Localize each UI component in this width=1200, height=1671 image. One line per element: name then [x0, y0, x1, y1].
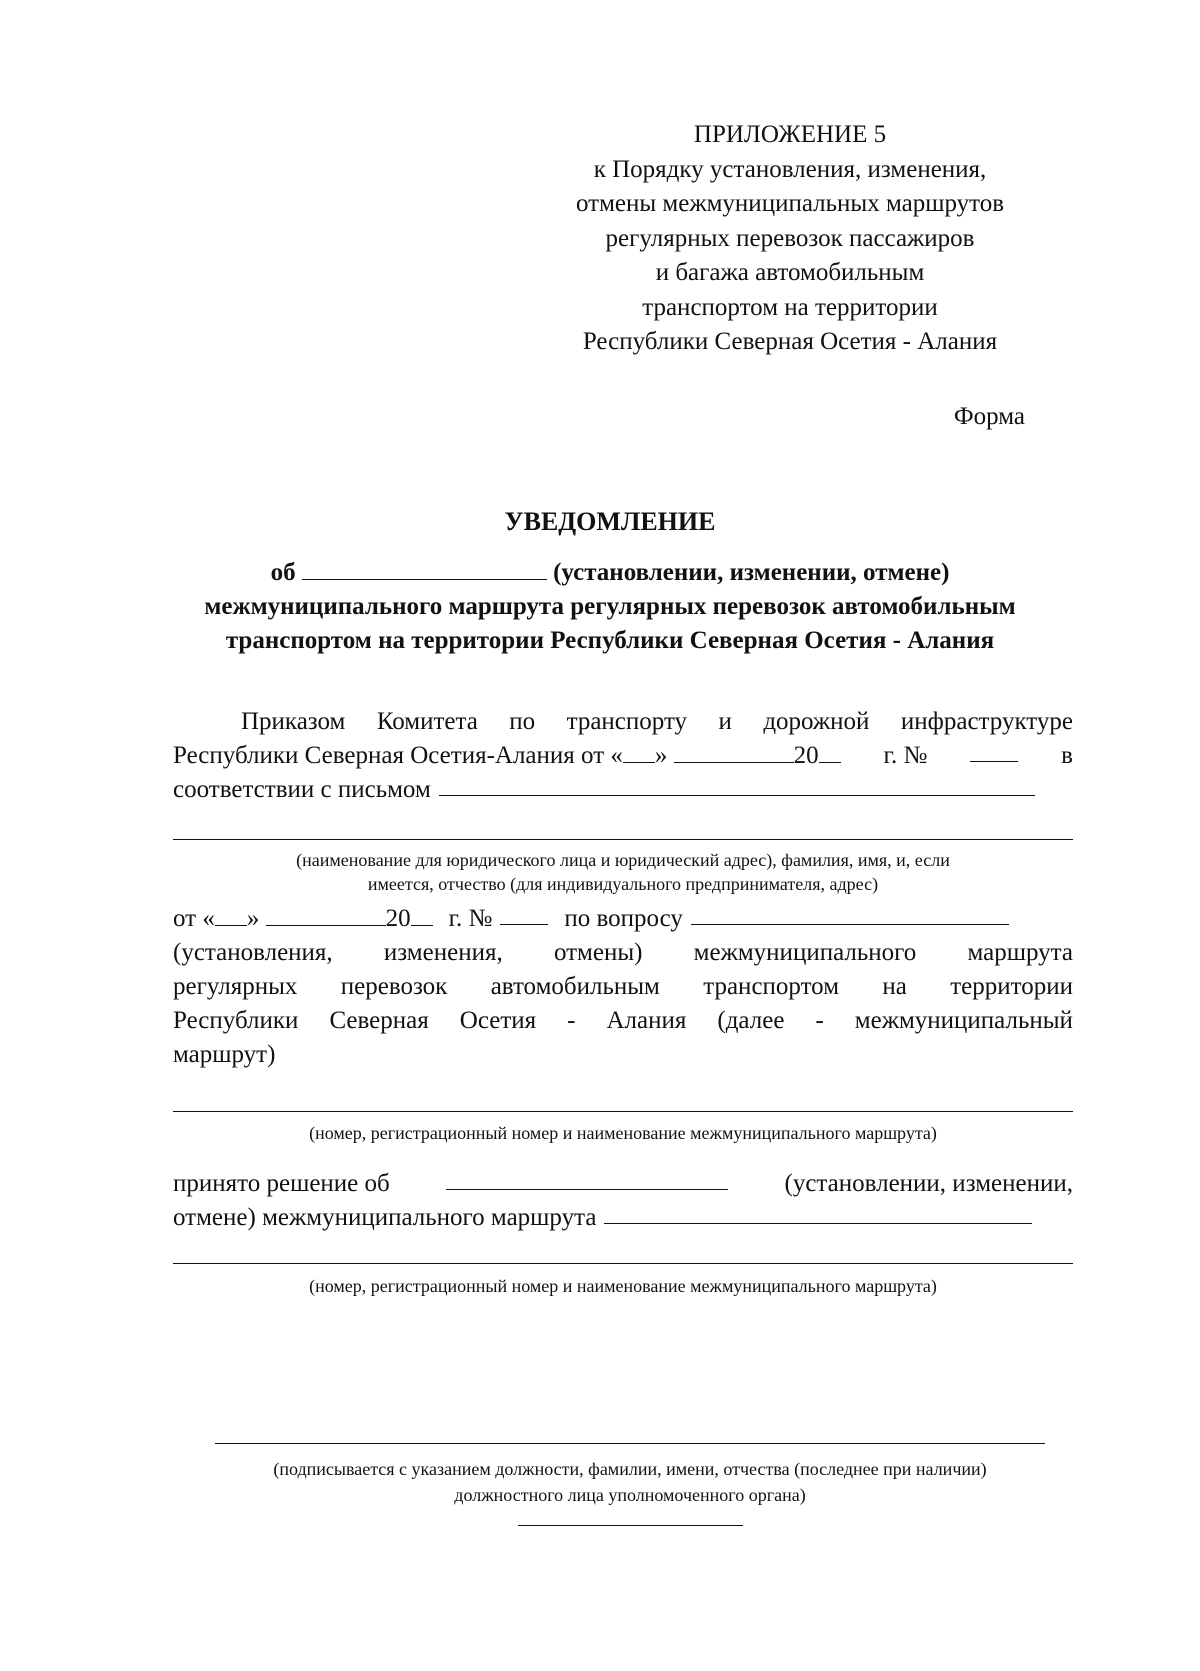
decision-line — [173, 1167, 1073, 1201]
appendix-header — [560, 118, 1020, 360]
order-date-line — [173, 739, 1073, 773]
word: по — [509, 708, 536, 735]
title-prefix: об — [270, 559, 296, 586]
signature-block — [180, 1443, 1080, 1526]
day-blank — [215, 903, 247, 926]
title-block — [150, 505, 1070, 658]
letter-date-line — [173, 902, 1073, 936]
word: инфраструктуре — [900, 708, 1073, 735]
appendix-line: и багажа автомобильным — [655, 259, 925, 286]
number-blank — [500, 902, 548, 925]
route-caption: (номер, регистрационный номер и наименование межмуниципального маршрута) — [309, 1276, 937, 1296]
word: - — [815, 1007, 824, 1034]
word: - — [567, 1007, 576, 1034]
word: и — [718, 708, 732, 735]
applicant-caption — [173, 848, 1073, 896]
word: на — [882, 973, 907, 1000]
word: Осетия — [459, 1007, 537, 1034]
appendix-line: регулярных перевозок пассажиров — [605, 224, 975, 252]
day-blank — [623, 740, 655, 763]
route-field-1 — [173, 1110, 1073, 1145]
route-blank — [604, 1201, 1032, 1224]
word: транспорту — [566, 708, 688, 735]
text: Республики Северная Осетия-Алания от « — [173, 742, 623, 769]
applicant-blank-line — [173, 838, 1073, 840]
number-blank — [970, 739, 1018, 762]
title-suffix: (установлении, изменении, отмене) — [553, 559, 950, 586]
route-caption: (номер, регистрационный номер и наименование межмуниципального маршрута) — [309, 1123, 937, 1143]
word: (далее — [717, 1007, 785, 1034]
blank-field — [302, 559, 547, 580]
word: (установления, — [173, 939, 333, 966]
text: маршрут) — [173, 1041, 276, 1068]
date-line — [518, 1525, 743, 1526]
word: маршрута — [967, 939, 1073, 966]
word: автомобильным — [490, 973, 660, 1000]
decision-blank — [446, 1167, 728, 1190]
title-line-2 — [150, 556, 1070, 590]
text-line — [173, 1038, 1073, 1072]
year-blank — [819, 740, 841, 763]
letter-line — [173, 773, 1073, 807]
month-blank — [266, 903, 386, 926]
text: (установлении, изменении, — [784, 1170, 1073, 1197]
applicant-field — [173, 838, 1073, 896]
word: Приказом — [241, 708, 346, 735]
text: » — [654, 742, 668, 769]
text: соответствии с письмом — [173, 776, 431, 803]
letter-blank — [439, 773, 1035, 796]
word: Республики — [173, 1007, 299, 1034]
signature-line — [215, 1443, 1045, 1444]
text: » — [246, 905, 260, 932]
year-blank — [411, 903, 433, 926]
route-line — [173, 1201, 1073, 1235]
word: дорожной — [763, 708, 870, 735]
text: в — [1061, 742, 1073, 769]
appendix-line: транспортом на территории — [642, 293, 938, 321]
caption-line: должностного лица уполномоченного органа) — [454, 1485, 806, 1505]
paragraph-2 — [173, 902, 1073, 1072]
paragraph-3 — [173, 1167, 1073, 1235]
text: г. № — [883, 742, 928, 769]
form-label: Форма — [953, 403, 1025, 430]
question-blank — [691, 902, 1009, 925]
text: от « — [173, 905, 215, 932]
title-line-3: межмуниципального маршрута регулярных перевозок автомобильным — [204, 593, 1016, 620]
word: Северная — [329, 1007, 429, 1034]
justified-line — [173, 936, 1073, 970]
word: территории — [950, 973, 1073, 1000]
appendix-line: Республики Северная Осетия - Алания — [582, 328, 998, 355]
word: отмены) — [553, 939, 643, 966]
word: транспортом — [703, 973, 840, 1000]
title-line-4: транспортом на территории Республики Северная Осетия - Алания — [225, 627, 995, 654]
route-field-2 — [173, 1262, 1073, 1298]
document-title: УВЕДОМЛЕНИЕ — [504, 507, 716, 536]
caption-line: (подписывается с указанием должности, фамилии, имени, отчества (последнее при наличии) — [273, 1459, 987, 1479]
caption-line: имеется, отчество (для индивидуального предпринимателя, адрес) — [367, 874, 879, 894]
word: межмуниципальный — [854, 1007, 1073, 1034]
word: регулярных — [173, 973, 298, 1000]
text: 20 — [385, 905, 411, 932]
text: 20 — [793, 742, 819, 769]
word: Комитета — [376, 708, 478, 735]
letter-date-group — [173, 902, 433, 936]
month-blank — [674, 740, 794, 763]
text: г. № — [448, 905, 493, 932]
justified-line — [173, 705, 1073, 739]
appendix-line: отмены межмуниципальных маршрутов — [575, 190, 1005, 217]
text: отмене) межмуниципального маршрута — [173, 1204, 597, 1231]
text: по вопросу — [564, 905, 683, 932]
word: межмуниципального — [693, 939, 917, 966]
order-date-group — [173, 739, 841, 773]
word: Алания — [606, 1007, 687, 1034]
caption-line: (наименование для юридического лица и юридический адрес), фамилия, имя, и, если — [296, 850, 950, 870]
paragraph-1 — [173, 705, 1073, 807]
justified-line — [173, 1004, 1073, 1038]
text: принято решение об — [173, 1170, 390, 1197]
signature-caption — [180, 1456, 1080, 1508]
word: перевозок — [340, 973, 448, 1000]
appendix-line: ПРИЛОЖЕНИЕ 5 — [693, 121, 887, 148]
word: изменения, — [383, 939, 503, 966]
route-blank-line — [173, 1262, 1073, 1264]
justified-line — [173, 970, 1073, 1004]
appendix-line: к Порядку установления, изменения, — [593, 155, 987, 183]
route-blank-line — [173, 1110, 1073, 1112]
